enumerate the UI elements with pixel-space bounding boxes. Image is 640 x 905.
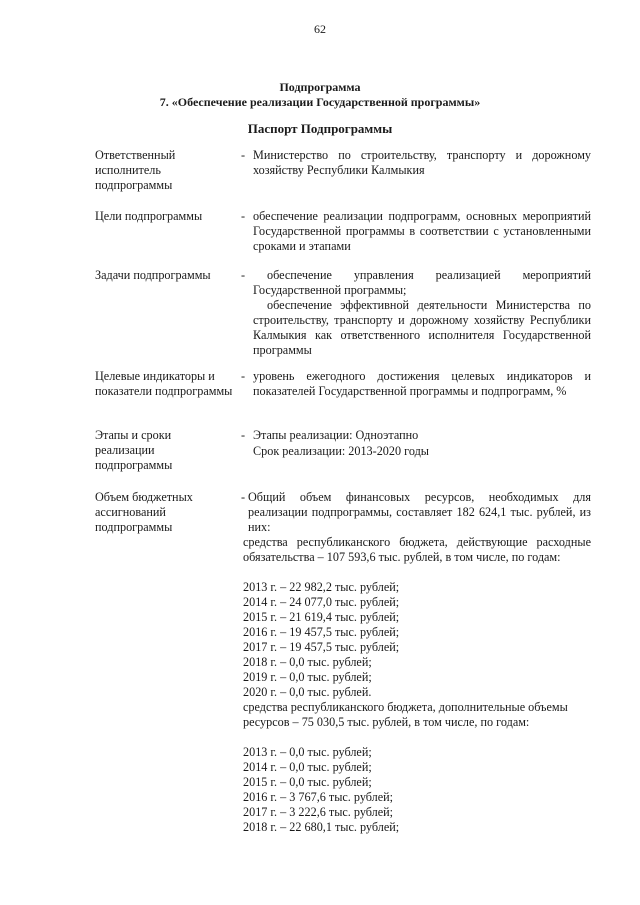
- row-value-1: Этапы реализации: Одноэтапно: [253, 428, 419, 442]
- row-label: Задачи подпрограммы: [95, 268, 211, 282]
- row-label: Цели подпрограммы: [95, 209, 203, 223]
- budget-years-additional: [243, 745, 591, 835]
- row-dash: -: [240, 148, 246, 162]
- year-amount: 2020 г. – 0,0 тыс. рублей.: [243, 685, 372, 699]
- row-value: уровень ежегодного достижения целевых индикаторов и показателей Государственной программы и подпрограмм, %: [253, 369, 591, 398]
- budget-republican-additional: средства республиканского бюджета, дополнительные объемы ресурсов – 75 030,5 тыс. рублей, в том числе, по годам:: [243, 700, 568, 729]
- year-amount: 2017 г. – 19 457,5 тыс. рублей;: [243, 640, 400, 654]
- row-label: Целевые индикаторы и показатели подпрограммы: [95, 369, 233, 398]
- row-dash: -: [240, 490, 246, 504]
- year-amount: 2018 г. – 22 680,1 тыс. рублей;: [243, 820, 400, 834]
- year-amount: 2019 г. – 0,0 тыс. рублей;: [243, 670, 372, 684]
- row-value: Министерство по строительству, транспорту и дорожному хозяйству Республики Калмыкия: [253, 148, 591, 177]
- passport-title: Паспорт Подпрограммы: [247, 121, 393, 136]
- page-number: 62: [314, 22, 326, 36]
- year-amount: 2013 г. – 0,0 тыс. рублей;: [243, 745, 372, 759]
- row-label: Объем бюджетных ассигнований подпрограммы: [95, 490, 193, 534]
- subprogram-heading: Подпрограмма: [279, 80, 361, 94]
- year-amount: 2016 г. – 3 767,6 тыс. рублей;: [243, 790, 394, 804]
- row-label: Этапы и сроки реализации подпрограммы: [95, 428, 173, 472]
- subprogram-title: 7. «Обеспечение реализации Государственной программы»: [159, 95, 481, 109]
- year-amount: 2014 г. – 0,0 тыс. рублей;: [243, 760, 372, 774]
- row-value: обеспечение реализации подпрограмм, основных мероприятий Государственной программы в соответствии с установленными сроками и этапами: [253, 209, 591, 253]
- budget-intro: Общий объем финансовых ресурсов, необходимых для реализации подпрограммы, составляет 182 624,1 тыс. рублей, из них:: [248, 490, 591, 534]
- row-value-2: Срок реализации: 2013-2020 годы: [253, 444, 429, 458]
- row-label: Ответственный исполнитель подпрограммы: [95, 148, 176, 192]
- budget-years-current: [243, 580, 591, 700]
- row-value-1: обеспечение управления реализацией мероприятий Государственной программы;: [253, 268, 591, 297]
- year-amount: 2015 г. – 21 619,4 тыс. рублей;: [243, 610, 400, 624]
- row-dash: -: [240, 428, 246, 442]
- year-amount: 2014 г. – 24 077,0 тыс. рублей;: [243, 595, 400, 609]
- row-dash: -: [240, 268, 246, 282]
- year-amount: 2016 г. – 19 457,5 тыс. рублей;: [243, 625, 400, 639]
- row-value-2: обеспечение эффективной деятельности Министерства по строительству, транспорту и дорожному хозяйству Республики Калмыкия как ответственного исполнителя Государственной программы: [253, 298, 591, 357]
- year-amount: 2018 г. – 0,0 тыс. рублей;: [243, 655, 372, 669]
- row-dash: -: [240, 369, 246, 383]
- year-amount: 2015 г. – 0,0 тыс. рублей;: [243, 775, 372, 789]
- year-amount: 2013 г. – 22 982,2 тыс. рублей;: [243, 580, 400, 594]
- budget-republican-current: средства республиканского бюджета, действующие расходные обязательства – 107 593,6 тыс. рублей, в том числе, по годам:: [243, 535, 591, 564]
- row-dash: -: [240, 209, 246, 223]
- year-amount: 2017 г. – 3 222,6 тыс. рублей;: [243, 805, 394, 819]
